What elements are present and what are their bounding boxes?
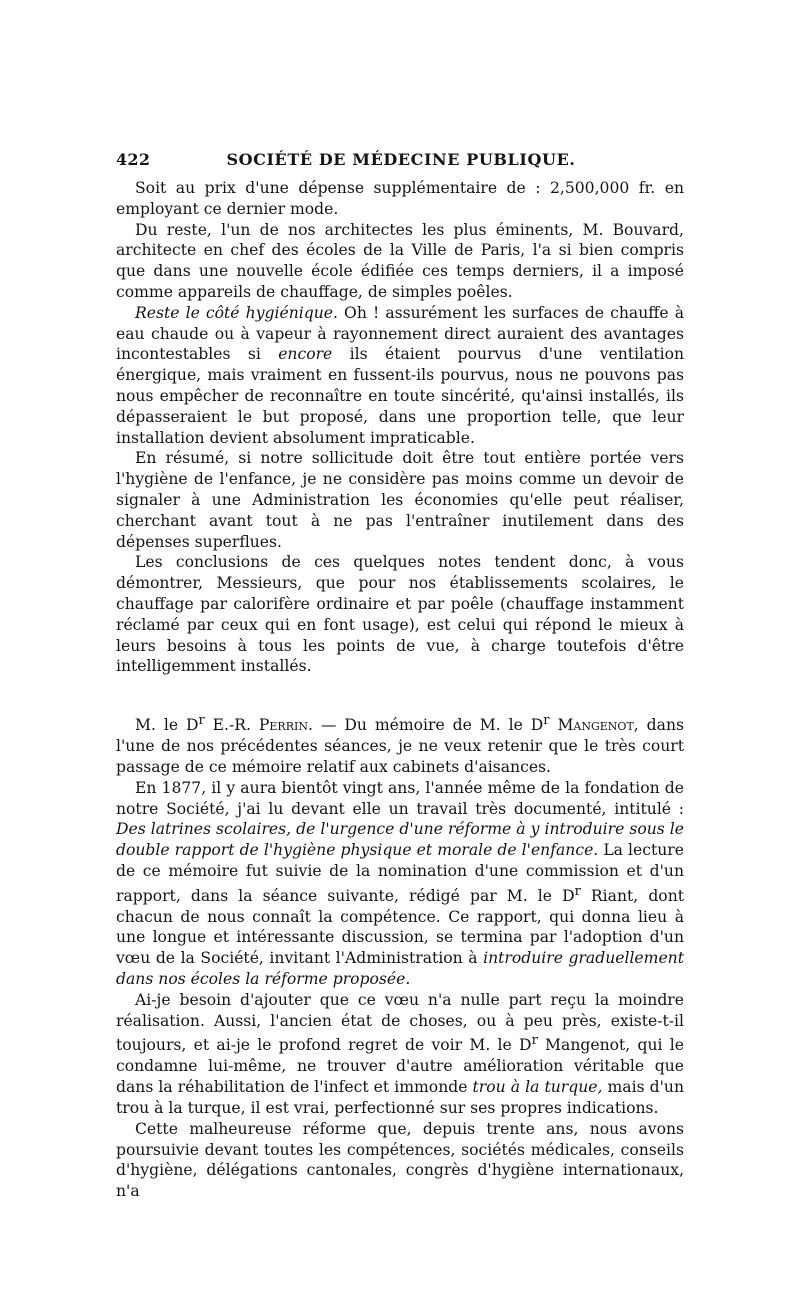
text-run: — Du mémoire de M. le D	[312, 716, 544, 735]
text-run: mais d'un trou à la turque, il est vrai, perfectionné sur ses propres indications.	[116, 1078, 685, 1118]
superscript: r	[574, 883, 581, 899]
author-name: Mangenot,	[549, 716, 639, 735]
page-header	[116, 150, 686, 174]
italic-text: introduire graduellement dans nos écoles la réforme proposée.	[116, 949, 684, 989]
superscript: r	[531, 1033, 538, 1049]
page-number: 422	[116, 150, 151, 169]
paragraph	[116, 711, 684, 778]
italic-text: Reste le côté hygiénique.	[135, 303, 338, 322]
paragraph	[116, 778, 684, 990]
text-run: Mangenot, qui le condamne lui-même, ne trouver d'autre amélioration véritable que dans la réhabilitation de l'infect et immonde	[116, 1036, 684, 1097]
paragraph	[116, 990, 684, 1119]
text-run: Oh ! assurément les surfaces de chauffe à eau chaude ou à vapeur à rayonnement direct auraient des avantages incontestables si	[116, 303, 684, 364]
text-run: En 1877, il y aura bientôt vingt ans, l'année même de la fondation de notre Société, j'ai lu devant elle un travail très documenté, intitulé :	[116, 778, 684, 818]
text-run: Riant, dont chacun de nous connaît la compétence. Ce rapport, qui donna lieu à une longue et intéressante discussion, se termina par l'adoption d'un vœu de la Société, invitant l'Administration à	[116, 886, 684, 968]
italic-title: Des latrines scolaires, de l'urgence d'une réforme à y introduire sous le double rapport de l'hygiène physique et morale de l'enfance.	[116, 820, 684, 860]
text-run: ils étaient pourvus d'une ventilation énergique, mais vraiment en fussent-ils pourvus, nous ne pouvons pas nous empêcher de reconnaître en toute sincérité, qu'ainsi installés, ils dépasseraient le but proposé, dans une proportion telle, que leur installation devient absolument impraticable.	[116, 345, 685, 447]
speaker-name: E.-R. Perrin.	[204, 716, 313, 735]
paragraph	[116, 303, 684, 449]
paragraph: Les conclusions de ces quelques notes tendent donc, à vous démontrer, Messieurs, que pour nos établissements scolaires, le chauffage par calorifère ordinaire et par poêle (chauffage instamment réclamé par ceux qui en font usage), est celui qui répond le mieux à leurs besoins à tous les points de vue, à charge toutefois d'être intelligemment installés.	[116, 553, 684, 676]
section-gap	[116, 677, 684, 711]
text-run: Ai-je besoin d'ajouter que ce vœu n'a nulle part reçu la moindre réalisation. Aussi, l'ancien état de choses, ou à peu près, existe-t-il toujours, et ai-je le profond regret de voir M. le D	[116, 990, 684, 1055]
text-run: La lecture de ce mémoire fut suivie de la nomination d'une commission et d'un rapport, dans la séance suivante, rédigé par M. le D	[116, 841, 684, 905]
text-run: M. le D	[135, 716, 199, 735]
italic-text: trou à la turque,	[472, 1078, 603, 1097]
paragraph: Du reste, l'un de nos architectes les plus éminents, M. Bouvard, architecte en chef des écoles de la Ville de Paris, l'a si bien compris que dans une nouvelle école édifiée ces temps derniers, il a imposé comme appareils de chauffage, de simples poêles.	[116, 220, 684, 301]
body-text	[116, 178, 684, 1202]
running-title: SOCIÉTÉ DE MÉDECINE PUBLIQUE.	[226, 150, 576, 169]
paragraph: En résumé, si notre sollicitude doit être tout entière portée vers l'hygiène de l'enfance, je ne considère pas moins comme un devoir de signaler à une Administration les économies qu'elle peut réaliser, cherchant avant tout à ne pas l'entraîner inutilement dans des dépenses superflues.	[116, 449, 684, 551]
superscript: r	[198, 713, 205, 729]
italic-text: encore	[278, 345, 333, 364]
paragraph: Soit au prix d'une dépense supplémentaire de : 2,500,000 fr. en employant ce dernier mode.	[116, 179, 684, 218]
superscript: r	[543, 713, 550, 729]
paragraph: Cette malheureuse réforme que, depuis trente ans, nous avons poursuivie devant toutes les compétences, sociétés médicales, conseils d'hygiène, délégations cantonales, congrès d'hygiène internationaux, n'a	[116, 1119, 684, 1201]
text-run: dans l'une de nos précédentes séances, je ne veux retenir que le très court passage de ce mémoire relatif aux cabinets d'aisances.	[116, 716, 685, 776]
